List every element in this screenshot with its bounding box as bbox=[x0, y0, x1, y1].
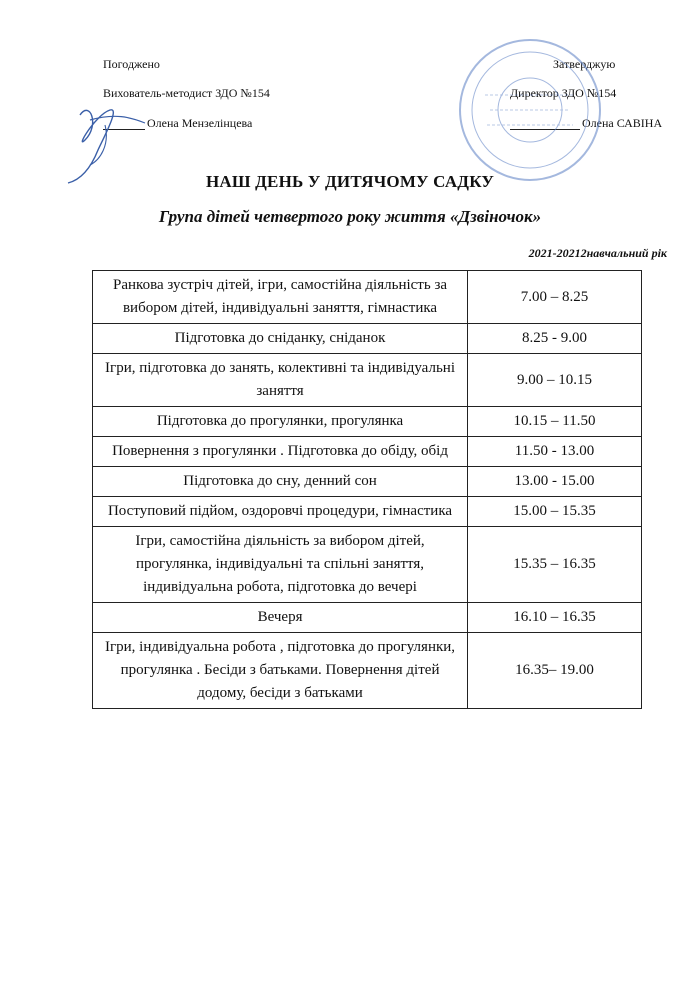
page-title: НАШ ДЕНЬ У ДИТЯЧОМУ САДКУ bbox=[205, 172, 495, 191]
activity-cell: Підготовка до сну, денний сон bbox=[93, 467, 468, 497]
table-row bbox=[93, 527, 642, 603]
agreed-name: Олена Мензелінцева bbox=[147, 116, 253, 130]
official-stamp bbox=[455, 35, 605, 185]
agreed-position: Вихователь-методист ЗДО №154 bbox=[103, 86, 270, 100]
activity-cell: Ранкова зустріч дітей, ігри, самостійна діяльність за вибором дітей, індивідуальні заняття, гімнастика bbox=[93, 271, 468, 324]
activity-cell: Ігри, індивідуальна робота , підготовка до прогулянки, прогулянка . Бесіди з батьками. Повернення дітей додому, бесіди з батьками bbox=[93, 633, 468, 709]
approve-name: Олена САВІНА bbox=[582, 116, 663, 130]
activity-cell: Підготовка до прогулянки, прогулянка bbox=[93, 407, 468, 437]
approve-label: Затверджую bbox=[553, 57, 616, 71]
time-cell: 8.25 - 9.00 bbox=[468, 324, 642, 354]
table-row bbox=[93, 437, 642, 467]
time-cell: 16.35– 19.00 bbox=[468, 633, 642, 709]
activity-cell: Повернення з прогулянки . Підготовка до обіду, обід bbox=[93, 437, 468, 467]
group-subtitle: Група дітей четвертого року життя «Дзвіночок» bbox=[158, 207, 542, 226]
activity-cell: Вечеря bbox=[93, 603, 468, 633]
time-cell: 15.35 – 16.35 bbox=[468, 527, 642, 603]
time-cell: 11.50 - 13.00 bbox=[468, 437, 642, 467]
school-year: 2021-20212навчальний рік bbox=[528, 246, 667, 260]
activity-cell: Ігри, самостійна діяльність за вибором дітей, прогулянка, індивідуальні та спільні заняття, індивідуальна робота, підготовка до вечері bbox=[93, 527, 468, 603]
table-row bbox=[93, 603, 642, 633]
table-row bbox=[93, 633, 642, 709]
time-cell: 10.15 – 11.50 bbox=[468, 407, 642, 437]
activity-cell: Підготовка до сніданку, сніданок bbox=[93, 324, 468, 354]
time-cell: 7.00 – 8.25 bbox=[468, 271, 642, 324]
time-cell: 9.00 – 10.15 bbox=[468, 354, 642, 407]
table-row bbox=[93, 271, 642, 324]
schedule-table bbox=[92, 270, 642, 709]
time-cell: 15.00 – 15.35 bbox=[468, 497, 642, 527]
time-cell: 13.00 - 15.00 bbox=[468, 467, 642, 497]
table-row bbox=[93, 497, 642, 527]
table-row bbox=[93, 467, 642, 497]
agreed-label: Погоджено bbox=[103, 57, 160, 71]
activity-cell: Ігри, підготовка до занять, колективні та індивідуальні заняття bbox=[93, 354, 468, 407]
table-row bbox=[93, 354, 642, 407]
approve-position: Директор ЗДО №154 bbox=[510, 86, 617, 100]
activity-cell: Поступовий підйом, оздоровчі процедури, гімнастика bbox=[93, 497, 468, 527]
time-cell: 16.10 – 16.35 bbox=[468, 603, 642, 633]
table-row bbox=[93, 407, 642, 437]
table-row bbox=[93, 324, 642, 354]
